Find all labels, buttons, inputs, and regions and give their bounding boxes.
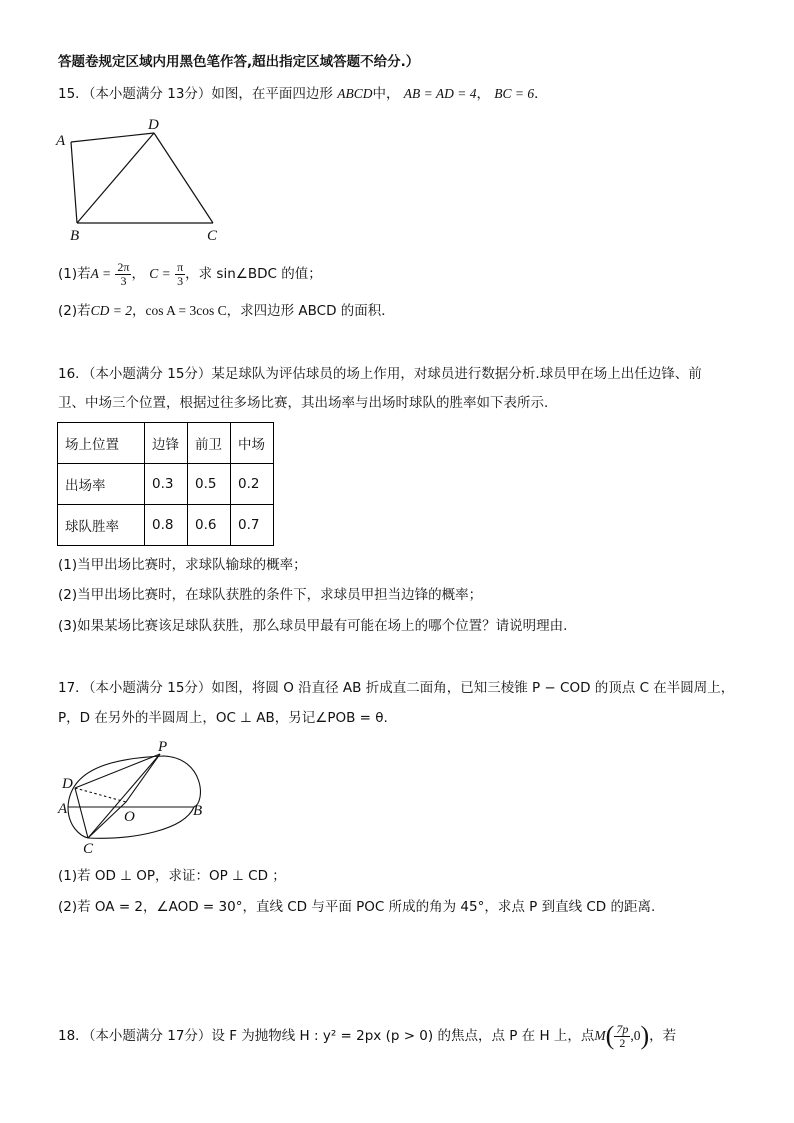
table-row <box>58 464 274 505</box>
fraction-2pi-over-3: $\frac{2\pi}{3}$ <box>117 259 130 288</box>
label-d: D <box>148 117 159 133</box>
table-header-cell: 场上位置 <box>58 423 145 464</box>
table-cell: 0.8 <box>145 505 188 546</box>
question-number: 16． <box>58 366 89 382</box>
fraction-pi-over-3: $\frac{\pi}{3}$ <box>177 259 184 288</box>
question-17-part-2: (2)若 OA = 2，∠AOD = 30°，直线 CD 与平面 POC 所成的角为 45°，求点 P 到直线 CD 的距离. <box>58 899 656 915</box>
label-a: A <box>58 801 68 817</box>
question-number: 15． <box>58 86 89 102</box>
diagonal-bd <box>77 133 154 223</box>
edge-dc <box>154 133 213 223</box>
table-cell: 0.3 <box>145 464 188 505</box>
question-16-stem-line-1: 16．（本小题满分 15分）某足球队为评估球员的场上作用，对球员进行数据分析.球员甲在场上出任边锋、前 <box>58 366 702 382</box>
score-note: （本小题满分 13分） <box>88 86 212 102</box>
exam-notice: 答题卷规定区域内用黑色笔作答,超出指定区域答题不给分.） <box>58 54 420 70</box>
question-15-part-1: (1)若A = $\frac{2\pi}{3}$ ， C = $\frac{\pi}{3}$ ，求 sin∠BDC 的值； <box>58 259 322 288</box>
question-15-part-2: (2)若CD = 2，cos A = 3cos C，求四边形 ABCD 的面积． <box>58 303 395 319</box>
question-16-part-1: (1)当甲出场比赛时，求球队输球的概率； <box>58 557 307 573</box>
table-cell: 球队胜率 <box>58 505 145 546</box>
question-16-part-2: (2)当甲出场比赛时，在球队获胜的条件下，求球员甲担当边锋的概率； <box>58 587 483 603</box>
label-c: C <box>83 841 94 856</box>
edge-ad <box>71 133 154 142</box>
question-16-part-3: (3)如果某场比赛该足球队获胜，那么球员甲最有可能在场上的哪个位置？请说明理由. <box>58 618 568 634</box>
table-header-cell: 中场 <box>231 423 274 464</box>
question-18-stem: 18．（本小题满分 17分）设 F 为抛物线 H : y² = 2px (p > 0) 的焦点，点 P 在 H 上，点M( $\frac{7p}{2}$ ,0)，若 <box>58 1021 677 1050</box>
table-header-cell: 边锋 <box>145 423 188 464</box>
segment-cp <box>88 754 160 838</box>
label-d: D <box>62 776 73 792</box>
label-c: C <box>207 228 218 244</box>
table-cell: 出场率 <box>58 464 145 505</box>
quadrilateral-figure <box>50 112 240 247</box>
fraction-7p-over-2: $\frac{7p}{2}$ <box>616 1021 629 1050</box>
score-note: （本小题满分 15分） <box>88 680 212 696</box>
table-cell: 0.5 <box>188 464 231 505</box>
segment-do-hidden <box>75 788 126 802</box>
question-16-stem-line-2: 卫、中场三个位置，根据过往多场比赛，其出场率与出场时球队的胜率如下表所示. <box>58 395 549 411</box>
upper-semicircle <box>68 756 200 807</box>
question-15-stem: 15．（本小题满分 13分）如图，在平面四边形 ABCD中， AB = AD = 4， BC = 6． <box>58 86 548 102</box>
question-17-part-1: (1)若 OD ⊥ OP，求证：OP ⊥ CD ； <box>58 868 286 884</box>
question-17-stem-line-1: 17．（本小题满分 15分）如图，将圆 O 沿直径 AB 折成直二面角，已知三棱锥 P − COD 的顶点 C 在半圆周上， <box>58 680 735 696</box>
question-17-stem-line-2: P，D 在另外的半圆周上，OC ⊥ AB，另记∠POB = θ. <box>58 710 388 726</box>
table-cell: 0.6 <box>188 505 231 546</box>
folded-circle-figure <box>54 738 214 856</box>
question-number: 18． <box>58 1028 89 1044</box>
position-stats-table <box>57 422 274 546</box>
segment-dp <box>75 754 160 788</box>
label-b: B <box>70 228 80 244</box>
table-header-cell: 前卫 <box>188 423 231 464</box>
table-row <box>58 505 274 546</box>
score-note: （本小题满分 15分） <box>88 366 212 382</box>
table-cell: 0.2 <box>231 464 274 505</box>
label-b: B <box>193 803 203 819</box>
question-number: 17． <box>58 680 89 696</box>
table-header-row <box>58 423 274 464</box>
label-o: O <box>124 809 135 825</box>
table-cell: 0.7 <box>231 505 274 546</box>
score-note: （本小题满分 17分） <box>88 1028 212 1044</box>
label-p: P <box>158 739 168 755</box>
label-a: A <box>56 133 66 149</box>
edge-ba <box>71 142 77 223</box>
